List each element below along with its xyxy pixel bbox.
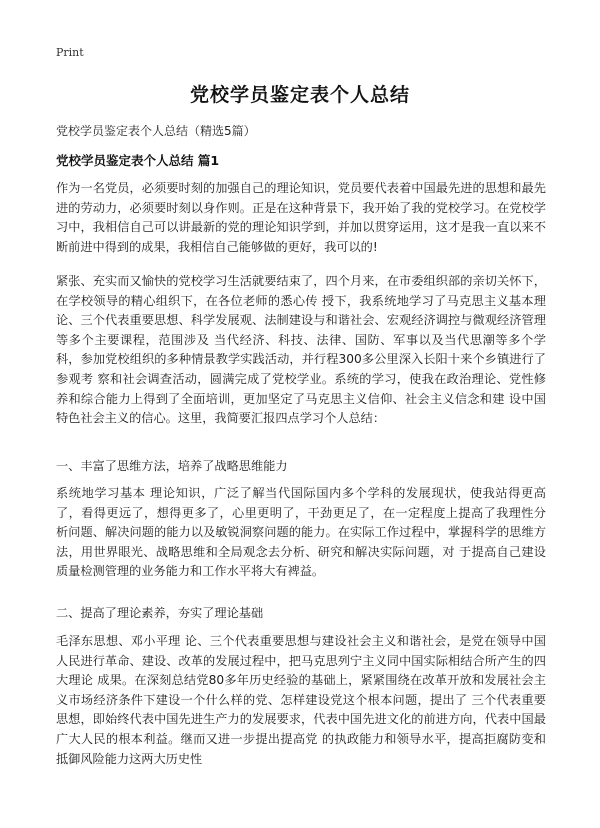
subheading-theory: 二、提高了理论素养，夯实了理论基础: [56, 606, 264, 620]
page-title: 党校学员鉴定表个人总结: [189, 84, 410, 106]
section-heading: 党校学员鉴定表个人总结 篇1: [56, 153, 220, 168]
paragraph-study-summary: 紧张、充实而又愉快的党校学习生活就要结束了，四个月来，在市委组织部的亲切关怀下，在学校领导的精心组织下，在各位老师的悉心传 授下，我系统地学习了马克思主义基本理论、三个代表重要思想、科学发展观、法制建设与和谐社会、宏观经济调控与微观经济管理等多个主要课程，范围涉及 当代经济、科技、法律、国防、军事以及当代思潮等多个学科，参加党校组织的多种情景教学实践活动，并行程300多公里深入长阳十来个乡镇进行了参观考 察和社会调查活动，圆满完成了党校学业。系统的学习，使我在政治理论、党性修养和综合能力上得到了全面培训，更加坚定了马克思主义信仰、社会主义信念和建 设中国特色社会主义的信心。这里，我简要汇报四点学习个人总结：: [56, 274, 546, 426]
document-subtitle: 党校学员鉴定表个人总结（精选5篇）: [56, 124, 256, 138]
paragraph-thinking-methods: 系统地学习基本 理论知识，广泛了解当代国际国内多个学科的发展现状，使我站得更高了，看得更远了，想得更多了，心里更明了，干劲更足了，在一定程度上提高了我理性分 析问题、解决问题的能力以及敏锐洞察问题的能力。在实际工作过程中，掌握科学的思维方法，用世界眼光、战略思维和全局观念去分析、研究和解决实际问题，对 于提高自己建设质量检测管理的业务能力和工作水平将大有裨益。: [56, 486, 546, 579]
paragraph-theory: 毛泽东思想、邓小平理 论、三个代表重要思想与建设社会主义和谐社会，是党在领导中国人民进行革命、建设、改革的发展过程中，把马克思列宁主义同中国实际相结合所产生的四大理论 成果。在深刻总结党80多年历史经验的基础上，紧紧围绕在改革开放和发展社会主义市场经济条件下建设一个什么样的党、怎样建设党这个根本问题，提出了 三个代表重要思想，即始终代表中国先进生产力的发展要求，代表中国先进文化的前进方向，代表中国最广大人民的根本利益。继而又进一步提出提高党 的执政能力和领导水平，提高拒腐防变和抵御风险能力这两大历史性: [56, 634, 546, 766]
subheading-thinking-methods: 一、丰富了思维方法，培养了战略思维能力: [56, 459, 288, 473]
paragraph-intro: 作为一名党员，必须要时刻的加强自己的理论知识，党员要代表着中国最先进的思想和最先进的劳动力，必须要时刻以身作则。正是在这种背景下，我开始了我的党校学习。在党校学习中，我相信自己可以讲最新的党的理论知识学到，并加以贯穿运用，这才是我一直以来不断前进中得到的成果，我相信自己能够做的更好，我可以的!: [56, 181, 546, 254]
print-label[interactable]: Print: [56, 46, 84, 59]
